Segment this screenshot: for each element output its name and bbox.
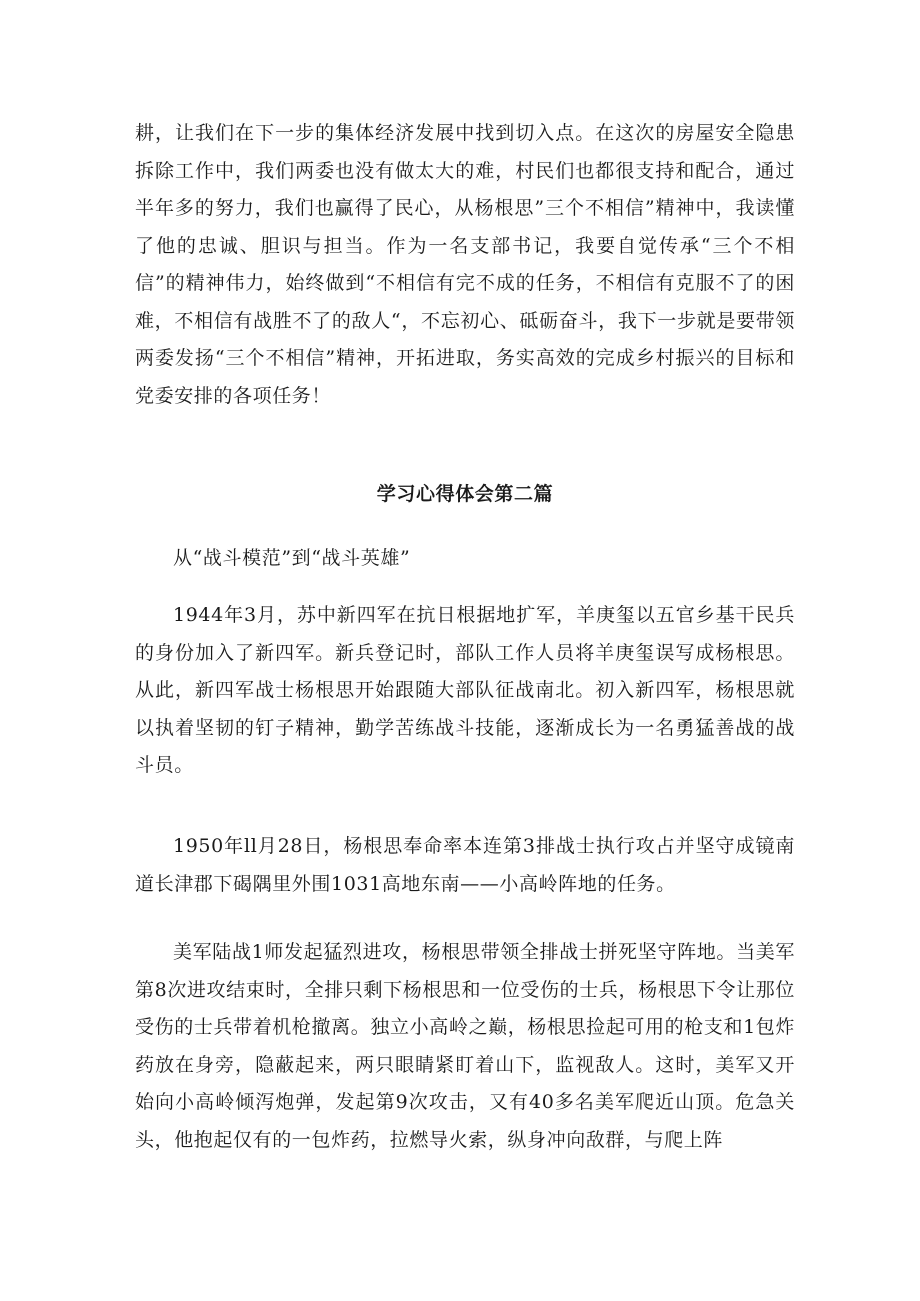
paragraph-1: 耕，让我们在下一步的集体经济发展中找到切入点。在这次的房屋安全隐患拆除工作中，我们两委也没有做太大的难，村民们也都很支持和配合，通过半年多的努力，我们也赢得了民心，从杨根思”三个不相信”精神中，我读懂了他的忠诚、胆识与担当。作为一名支部书记，我要自觉传承“三个不相信”的精神伟力，始终做到“不相信有完不成的任务，不相信有克服不了的困难，不相信有战胜不了的敌人“，不忘初心、砥砺奋斗，我下一步就是要带领两委发扬“三个不相信”精神，开拓进取，务实高效的完成乡村振兴的目标和党委安排的各项任务！ [135,122,795,407]
paragraph-4: 美军陆战1师发起猛烈进攻，杨根思带领全排战士拼死坚守阵地。当美军第8次进攻结束时，全排只剩下杨根思和一位受伤的士兵，杨根思下令让那位受伤的士兵带着机枪撤离。独立小高岭之巅，杨根思捡起可用的枪支和1包炸药放在身旁，隐蔽起来，两只眼睛紧盯着山下，监视敌人。这时，美军又开始向小高岭倾泻炮弹，发起第9次攻击，又有40多名美军爬近山顶。危急关头，他抱起仅有的一包炸药，拉燃导火索，纵身冲向敌群，与爬上阵 [135,941,795,1151]
paragraph-3: 1950年ll月28日，杨根思奉命率本连第3排战士执行攻占并坚守成镜南道长津郡下碣隅里外围1031高地东南——小高岭阵地的任务。 [135,835,795,895]
paragraph-2: 1944年3月，苏中新四军在抗日根据地扩军，羊庚玺以五官乡基干民兵的身份加入了新四军。新兵登记时，部队工作人员将羊庚玺误写成杨根思。从此，新四军战士杨根思开始跟随大部队征战南北。初入新四军，杨根思就以执着坚韧的钉子精神，勤学苦练战斗技能，逐渐成长为一名勇猛善战的战斗员。 [135,604,795,776]
section-title: 学习心得体会第二篇 [376,483,554,505]
subtitle: 从“战斗模范”到“战斗英雄” [173,547,411,569]
